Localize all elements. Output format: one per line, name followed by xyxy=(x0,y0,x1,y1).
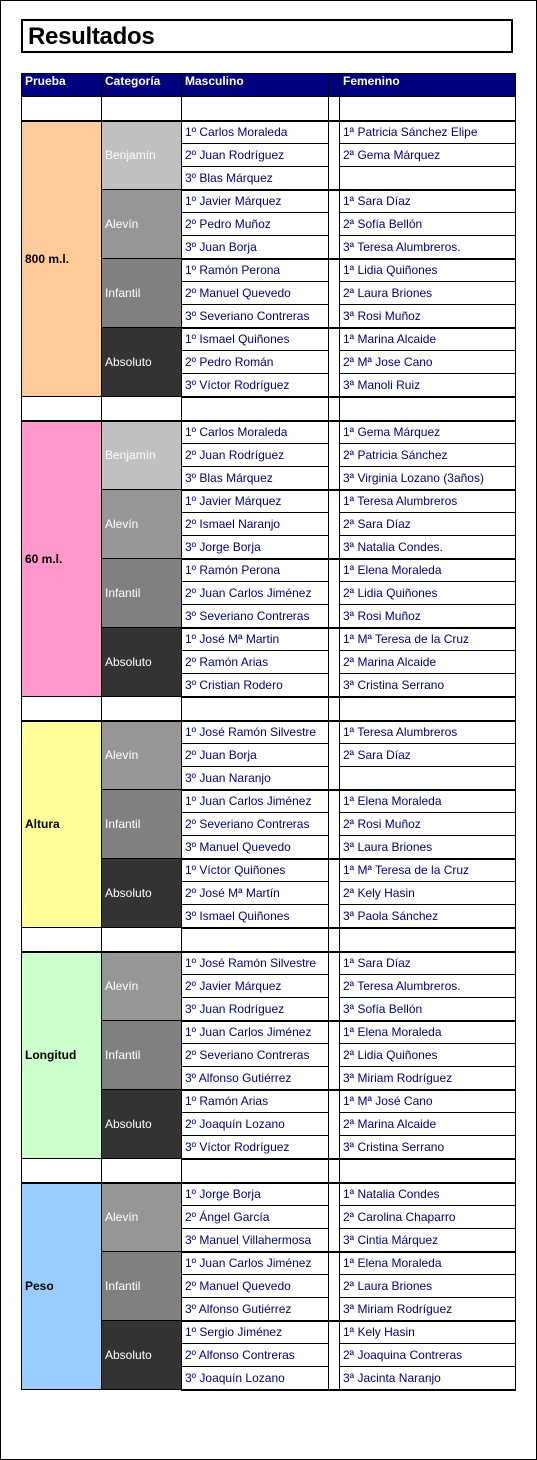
male-result: 2º Ángel García xyxy=(182,1206,329,1229)
gap-cell xyxy=(329,1044,340,1067)
male-result: 1º Ismael Quiñones xyxy=(182,328,329,351)
female-result: 2ª Teresa Alumbreros. xyxy=(340,975,516,998)
result-row xyxy=(22,721,516,744)
female-result: 2ª Sara Díaz xyxy=(340,744,516,767)
category-name: Alevín xyxy=(102,190,182,259)
gap-cell xyxy=(329,351,340,374)
gap-cell xyxy=(329,1113,340,1136)
separator-row xyxy=(22,697,516,721)
gap-cell xyxy=(329,1183,340,1206)
gap-cell xyxy=(329,121,340,144)
female-result: 3ª Miriam Rodríguez xyxy=(340,1298,516,1321)
gap-cell xyxy=(329,1344,340,1367)
separator-cell xyxy=(22,397,102,421)
separator-cell xyxy=(102,697,182,721)
gap-cell xyxy=(329,605,340,628)
female-result: 3ª Miriam Rodríguez xyxy=(340,1067,516,1090)
gap-cell xyxy=(329,1136,340,1159)
separator-cell xyxy=(182,397,329,421)
header-masculino: Masculino xyxy=(182,74,329,97)
gap-cell xyxy=(329,1298,340,1321)
female-result xyxy=(340,167,516,190)
category-name: Absoluto xyxy=(102,328,182,397)
female-result: 3ª Rosi Muñoz xyxy=(340,305,516,328)
male-result: 1º Jorge Borja xyxy=(182,1183,329,1206)
female-result: 2ª Sofía Bellón xyxy=(340,213,516,236)
male-result: 1º Ramón Arias xyxy=(182,1090,329,1113)
gap-cell xyxy=(329,975,340,998)
female-result: 3ª Teresa Alumbreros. xyxy=(340,236,516,259)
gap-cell xyxy=(329,1206,340,1229)
gap-cell xyxy=(329,744,340,767)
gap-cell xyxy=(329,513,340,536)
female-result: 3ª Rosi Muñoz xyxy=(340,605,516,628)
title-box xyxy=(21,19,513,53)
separator-cell xyxy=(102,397,182,421)
separator-row xyxy=(22,1159,516,1183)
male-result: 3º Ismael Quiñones xyxy=(182,905,329,928)
separator-cell xyxy=(329,397,340,421)
female-result: 3ª Paola Sánchez xyxy=(340,905,516,928)
female-result: 2ª Joaquina Contreras xyxy=(340,1344,516,1367)
gap-cell xyxy=(329,559,340,582)
male-result: 2º Manuel Quevedo xyxy=(182,282,329,305)
separator-row xyxy=(22,928,516,952)
header-gap xyxy=(329,74,340,97)
gap-cell xyxy=(329,144,340,167)
gap-cell xyxy=(329,882,340,905)
male-result: 1º Javier Márquez xyxy=(182,190,329,213)
separator-row xyxy=(22,97,516,121)
male-result: 2º Severiano Contreras xyxy=(182,1044,329,1067)
category-name: Absoluto xyxy=(102,628,182,697)
gap-cell xyxy=(329,905,340,928)
separator-cell xyxy=(102,97,182,121)
result-row xyxy=(22,121,516,144)
event-name: Longitud xyxy=(22,952,102,1159)
event-name: Peso xyxy=(22,1183,102,1390)
female-result: 1ª Sara Díaz xyxy=(340,952,516,975)
separator-cell xyxy=(102,928,182,952)
female-result: 1ª Elena Moraleda xyxy=(340,1021,516,1044)
female-result: 1ª Kely Hasin xyxy=(340,1321,516,1344)
female-result: 2ª Mª Jose Cano xyxy=(340,351,516,374)
category-name: Absoluto xyxy=(102,1321,182,1390)
gap-cell xyxy=(329,1321,340,1344)
gap-cell xyxy=(329,490,340,513)
separator-cell xyxy=(182,97,329,121)
separator-cell xyxy=(329,1159,340,1183)
male-result: 2º Ismael Naranjo xyxy=(182,513,329,536)
gap-cell xyxy=(329,628,340,651)
header-categoria: Categoría xyxy=(102,74,182,97)
gap-cell xyxy=(329,282,340,305)
female-result: 1ª Marina Alcaide xyxy=(340,328,516,351)
male-result: 3º Víctor Rodríguez xyxy=(182,1136,329,1159)
male-result: 1º Ramón Perona xyxy=(182,259,329,282)
female-result: 1ª Mª José Cano xyxy=(340,1090,516,1113)
male-result: 2º Juan Carlos Jiménez xyxy=(182,582,329,605)
female-result: 1ª Elena Moraleda xyxy=(340,559,516,582)
male-result: 2º Juan Rodríguez xyxy=(182,444,329,467)
male-result: 1º Juan Carlos Jiménez xyxy=(182,790,329,813)
separator-cell xyxy=(340,928,516,952)
male-result: 3º Cristian Rodero xyxy=(182,674,329,697)
female-result: 3ª Cristina Serrano xyxy=(340,1136,516,1159)
gap-cell xyxy=(329,421,340,444)
female-result: 3ª Cintia Márquez xyxy=(340,1229,516,1252)
male-result: 1º José Ramón Silvestre xyxy=(182,952,329,975)
separator-row xyxy=(22,397,516,421)
category-name: Infantil xyxy=(102,1252,182,1321)
gap-cell xyxy=(329,444,340,467)
separator-cell xyxy=(22,1159,102,1183)
male-result: 1º Carlos Moraleda xyxy=(182,121,329,144)
gap-cell xyxy=(329,1252,340,1275)
category-name: Benjamín xyxy=(102,121,182,190)
category-name: Infantil xyxy=(102,259,182,328)
male-result: 3º Manuel Villahermosa xyxy=(182,1229,329,1252)
female-result: 2ª Lidia Quiñones xyxy=(340,1044,516,1067)
gap-cell xyxy=(329,236,340,259)
gap-cell xyxy=(329,582,340,605)
separator-cell xyxy=(182,1159,329,1183)
gap-cell xyxy=(329,836,340,859)
category-name: Alevín xyxy=(102,952,182,1021)
page-title: Resultados xyxy=(28,23,155,50)
female-result: 2ª Kely Hasin xyxy=(340,882,516,905)
female-result: 1ª Lidia Quiñones xyxy=(340,259,516,282)
male-result: 2º Severiano Contreras xyxy=(182,813,329,836)
separator-cell xyxy=(182,928,329,952)
male-result: 1º José Mª Martin xyxy=(182,628,329,651)
results-table xyxy=(21,73,516,1391)
male-result: 3º Jorge Borja xyxy=(182,536,329,559)
gap-cell xyxy=(329,767,340,790)
male-result: 1º Javier Márquez xyxy=(182,490,329,513)
gap-cell xyxy=(329,374,340,397)
male-result: 1º Juan Carlos Jiménez xyxy=(182,1252,329,1275)
separator-cell xyxy=(329,928,340,952)
separator-cell xyxy=(340,397,516,421)
separator-cell xyxy=(182,697,329,721)
category-name: Absoluto xyxy=(102,859,182,928)
category-name: Infantil xyxy=(102,1021,182,1090)
gap-cell xyxy=(329,536,340,559)
male-result: 3º Juan Borja xyxy=(182,236,329,259)
male-result: 3º Alfonso Gutiérrez xyxy=(182,1067,329,1090)
male-result: 2º Juan Borja xyxy=(182,744,329,767)
separator-cell xyxy=(329,697,340,721)
gap-cell xyxy=(329,651,340,674)
gap-cell xyxy=(329,1090,340,1113)
female-result: 3ª Cristina Serrano xyxy=(340,674,516,697)
separator-cell xyxy=(102,1159,182,1183)
separator-cell xyxy=(329,97,340,121)
male-result: 1º Ramón Perona xyxy=(182,559,329,582)
male-result: 3º Severiano Contreras xyxy=(182,605,329,628)
male-result: 2º Juan Rodríguez xyxy=(182,144,329,167)
female-result: 2ª Lidia Quiñones xyxy=(340,582,516,605)
male-result: 1º Sergio Jiménez xyxy=(182,1321,329,1344)
female-result: 2ª Laura Briones xyxy=(340,282,516,305)
male-result: 3º Severiano Contreras xyxy=(182,305,329,328)
gap-cell xyxy=(329,213,340,236)
gap-cell xyxy=(329,721,340,744)
male-result: 3º Juan Naranjo xyxy=(182,767,329,790)
gap-cell xyxy=(329,167,340,190)
event-name: 60 m.l. xyxy=(22,421,102,697)
separator-cell xyxy=(340,697,516,721)
gap-cell xyxy=(329,859,340,882)
category-name: Alevín xyxy=(102,721,182,790)
male-result: 2º Joaquín Lozano xyxy=(182,1113,329,1136)
event-name: 800 m.l. xyxy=(22,121,102,397)
gap-cell xyxy=(329,1067,340,1090)
female-result: 1ª Mª Teresa de la Cruz xyxy=(340,859,516,882)
category-name: Alevín xyxy=(102,1183,182,1252)
gap-cell xyxy=(329,790,340,813)
female-result: 1ª Elena Moraleda xyxy=(340,1252,516,1275)
female-result: 1ª Natalia Condes xyxy=(340,1183,516,1206)
header-row xyxy=(22,74,516,97)
male-result: 3º Blas Márquez xyxy=(182,467,329,490)
male-result: 2º Alfonso Contreras xyxy=(182,1344,329,1367)
female-result: 1ª Mª Teresa de la Cruz xyxy=(340,628,516,651)
separator-cell xyxy=(340,1159,516,1183)
category-name: Infantil xyxy=(102,559,182,628)
male-result: 1º Juan Carlos Jiménez xyxy=(182,1021,329,1044)
female-result: 2ª Gema Márquez xyxy=(340,144,516,167)
male-result: 2º Manuel Quevedo xyxy=(182,1275,329,1298)
male-result: 3º Víctor Rodríguez xyxy=(182,374,329,397)
gap-cell xyxy=(329,674,340,697)
female-result: 1ª Elena Moraleda xyxy=(340,790,516,813)
male-result: 2º Pedro Román xyxy=(182,351,329,374)
gap-cell xyxy=(329,1275,340,1298)
male-result: 3º Joaquín Lozano xyxy=(182,1367,329,1390)
male-result: 3º Blas Márquez xyxy=(182,167,329,190)
gap-cell xyxy=(329,1021,340,1044)
male-result: 3º Manuel Quevedo xyxy=(182,836,329,859)
male-result: 1º Víctor Quiñones xyxy=(182,859,329,882)
category-name: Benjamín xyxy=(102,421,182,490)
male-result: 3º Alfonso Gutiérrez xyxy=(182,1298,329,1321)
female-result: 3ª Jacinta Naranjo xyxy=(340,1367,516,1390)
female-result xyxy=(340,767,516,790)
category-name: Absoluto xyxy=(102,1090,182,1159)
female-result: 2ª Sara Díaz xyxy=(340,513,516,536)
female-result: 1ª Patricia Sánchez Elipe xyxy=(340,121,516,144)
male-result: 2º Javier Márquez xyxy=(182,975,329,998)
female-result: 1ª Teresa Alumbreros xyxy=(340,721,516,744)
category-name: Alevín xyxy=(102,490,182,559)
separator-cell xyxy=(22,928,102,952)
result-row xyxy=(22,421,516,444)
male-result: 1º Carlos Moraleda xyxy=(182,421,329,444)
female-result: 1ª Teresa Alumbreros xyxy=(340,490,516,513)
female-result: 3ª Sofía Bellón xyxy=(340,998,516,1021)
category-name: Infantil xyxy=(102,790,182,859)
male-result: 1º José Ramón Silvestre xyxy=(182,721,329,744)
female-result: 3ª Manoli Ruiz xyxy=(340,374,516,397)
gap-cell xyxy=(329,813,340,836)
header-femenino: Femenino xyxy=(340,74,516,97)
separator-cell xyxy=(340,97,516,121)
separator-cell xyxy=(22,97,102,121)
female-result: 2ª Marina Alcaide xyxy=(340,1113,516,1136)
gap-cell xyxy=(329,190,340,213)
female-result: 1ª Gema Márquez xyxy=(340,421,516,444)
result-row xyxy=(22,1183,516,1206)
gap-cell xyxy=(329,1367,340,1390)
result-row xyxy=(22,952,516,975)
event-name: Altura xyxy=(22,721,102,928)
female-result: 3ª Laura Briones xyxy=(340,836,516,859)
male-result: 3º Juan Rodríguez xyxy=(182,998,329,1021)
male-result: 2º Ramón Arias xyxy=(182,651,329,674)
gap-cell xyxy=(329,328,340,351)
separator-cell xyxy=(22,697,102,721)
female-result: 2ª Rosi Muñoz xyxy=(340,813,516,836)
female-result: 1ª Sara Díaz xyxy=(340,190,516,213)
gap-cell xyxy=(329,1229,340,1252)
male-result: 2º Pedro Muñoz xyxy=(182,213,329,236)
gap-cell xyxy=(329,998,340,1021)
female-result: 2ª Marina Alcaide xyxy=(340,651,516,674)
results-body xyxy=(22,97,516,1390)
female-result: 2ª Patricia Sánchez xyxy=(340,444,516,467)
female-result: 3ª Virginia Lozano (3años) xyxy=(340,467,516,490)
female-result: 2ª Carolina Chaparro xyxy=(340,1206,516,1229)
gap-cell xyxy=(329,952,340,975)
gap-cell xyxy=(329,305,340,328)
gap-cell xyxy=(329,259,340,282)
female-result: 3ª Natalia Condes. xyxy=(340,536,516,559)
gap-cell xyxy=(329,467,340,490)
female-result: 2ª Laura Briones xyxy=(340,1275,516,1298)
male-result: 2º José Mª Martín xyxy=(182,882,329,905)
header-prueba: Prueba xyxy=(22,74,102,97)
